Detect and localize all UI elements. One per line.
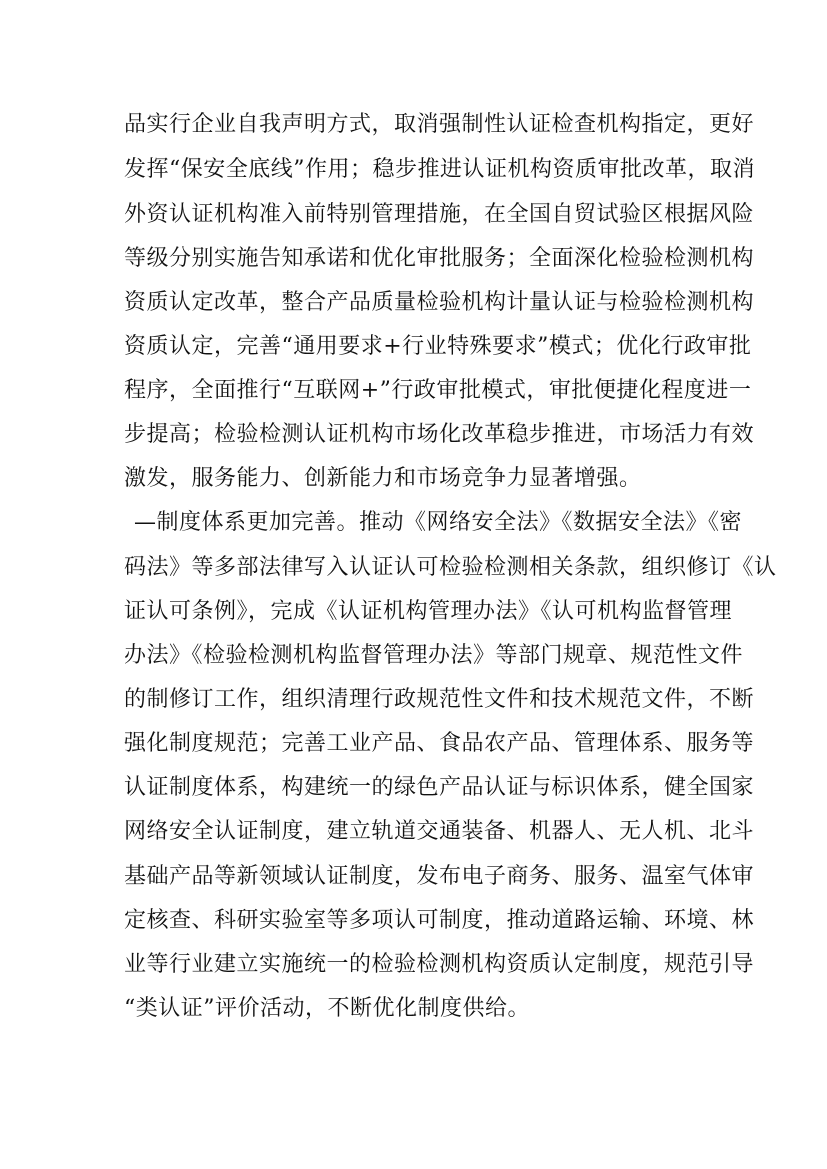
body-line: 外资认证机构准入前特别管理措施，在全国自贸试验区根据风险 — [124, 202, 755, 227]
body-line: 资质认定改革，整合产品质量检验机构计量认证与检验检测机构 — [124, 290, 755, 315]
body-line: 等级分别实施告知承诺和优化审批服务；全面深化检验检测机构 — [124, 246, 755, 271]
body-line: 证认可条例》，完成《认证机构管理办法》《认可机构监督管理 — [124, 599, 733, 624]
body-line: “类认证”评价活动，不断优化制度供给。 — [124, 996, 530, 1021]
section-heading-line: —制度体系更加完善。推动《网络安全法》《数据安全法》《密 — [134, 510, 743, 535]
body-line: 码法》等多部法律写入认证认可检验检测相关条款，组织修订《认 — [124, 555, 777, 580]
body-line: 基础产品等新领域认证制度，发布电子商务、服务、温室气体审 — [124, 864, 755, 889]
body-line: 品实行企业自我声明方式，取消强制性认证检查机构指定，更好 — [124, 112, 755, 137]
body-line: 定核查、科研实验室等多项认可制度，推动道路运输、环境、林 — [124, 908, 755, 933]
body-line: 的制修订工作，组织清理行政规范性文件和技术规范文件，不断 — [124, 687, 755, 712]
body-line: 强化制度规范；完善工业产品、食品农产品、管理体系、服务等 — [124, 731, 755, 756]
body-line: 认证制度体系，构建统一的绿色产品认证与标识体系，健全国家 — [124, 775, 755, 800]
body-line: 业等行业建立实施统一的检验检测机构资质认定制度，规范引导 — [124, 952, 755, 977]
body-line: 步提高；检验检测认证机构市场化改革稳步推进，市场活力有效 — [124, 422, 755, 447]
body-line: 程序，全面推行“互联网+”行政审批模式，审批便捷化程度进一 — [124, 378, 752, 403]
body-line: 资质认定，完善“通用要求+行业特殊要求”模式；优化行政审批 — [124, 334, 752, 359]
body-line: 网络安全认证制度，建立轨道交通装备、机器人、无人机、北斗 — [124, 819, 755, 844]
body-line: 发挥“保安全底线”作用；稳步推进认证机构资质审批改革，取消 — [124, 157, 755, 182]
body-line: 办法》《检验检测机构监督管理办法》等部门规章、规范性文件 — [124, 643, 744, 668]
body-line: 激发，服务能力、创新能力和市场竞争力显著增强。 — [124, 466, 642, 491]
